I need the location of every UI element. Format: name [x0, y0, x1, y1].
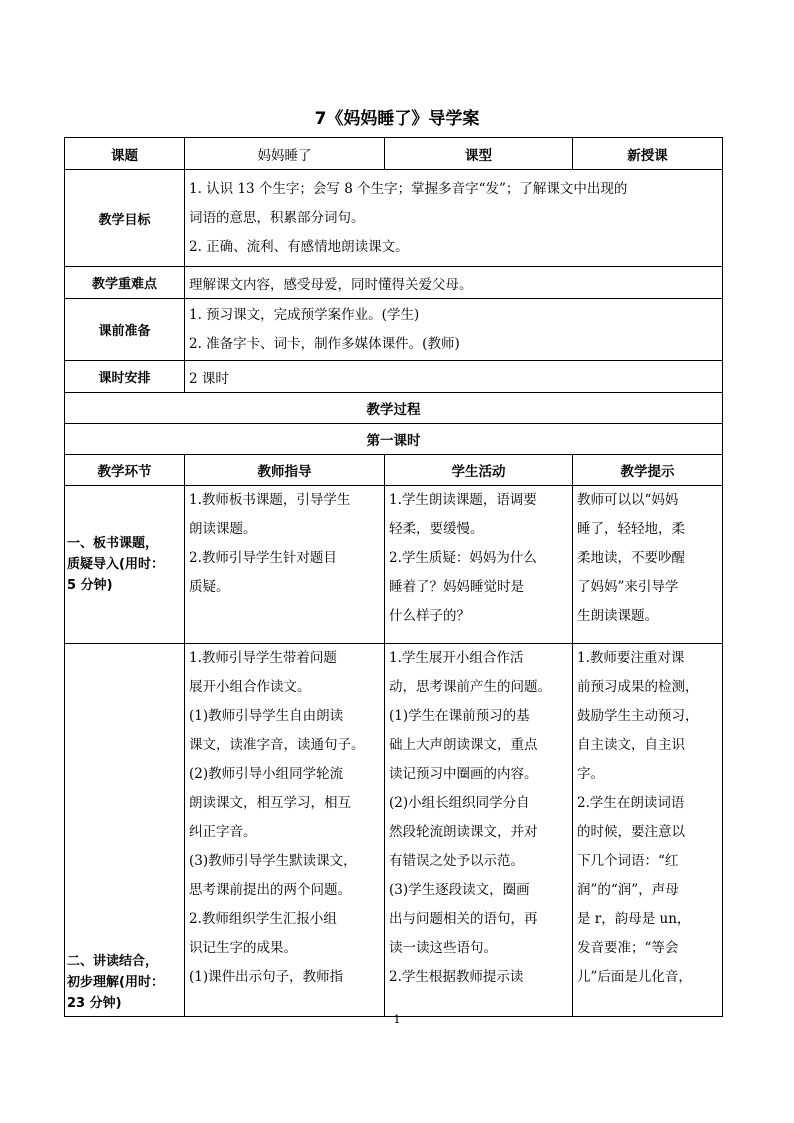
- column-header-teacher: 教师指导: [185, 455, 385, 486]
- type-label: 课型: [385, 138, 573, 170]
- tips-line: 发音要准；“等会: [577, 940, 679, 956]
- goals-label: 教学目标: [65, 170, 185, 267]
- column-header-student: 学生活动: [385, 455, 573, 486]
- goals-row: [65, 170, 723, 267]
- tips-line: 生朗读课题。: [577, 608, 658, 624]
- teacher-line: (1)教师引导学生自由朗读: [189, 708, 344, 724]
- tips-line: 睡了，轻轻地，柔: [577, 521, 685, 537]
- key-points-row: [65, 267, 723, 299]
- student-line: 动，思考课前产生的问题。: [389, 679, 551, 695]
- student-line: 2.学生质疑：妈妈为什么: [389, 550, 537, 566]
- column-header-stage: 教学环节: [65, 455, 185, 486]
- preparation-content: [185, 299, 723, 361]
- teacher-line: (1)课件出示句子，教师指: [189, 969, 344, 985]
- goals-line: 2. 正确、流利、有感情地朗读课文。: [189, 238, 409, 255]
- lesson-title-row: [65, 424, 723, 455]
- tips-line: 自主读文，自主识: [577, 737, 685, 753]
- student-line: 1.学生展开小组合作活: [389, 650, 524, 666]
- teacher-line: 朗读课题。: [189, 521, 257, 537]
- stage-line: 二、讲读结合，: [67, 954, 159, 969]
- schedule-value: 2 课时: [185, 361, 723, 393]
- student-line: 轻柔，要缓慢。: [389, 521, 484, 537]
- stage-line: 5 分钟): [67, 578, 113, 593]
- process-title-row: [65, 393, 723, 424]
- student-line: (3)学生逐段读文，圈画: [389, 882, 530, 898]
- tips-line: 教师可以以“妈妈: [577, 492, 679, 508]
- tips-line: 鼓励学生主动预习，: [577, 708, 699, 724]
- stage-line: 初步理解(用时：: [67, 975, 164, 990]
- type-value: 新授课: [573, 138, 723, 170]
- goals-content: [185, 170, 723, 267]
- student-line: 2.学生根据教师提示读: [389, 969, 524, 985]
- teacher-line: 思考课前提出的两个问题。: [189, 882, 351, 898]
- teacher-line: 展开小组合作读文。: [189, 679, 311, 695]
- page-number: 1: [393, 1013, 401, 1026]
- stage-cell: [65, 644, 185, 1017]
- teacher-line: 质疑。: [189, 579, 230, 595]
- teacher-line: 1.教师板书课题，引导学生: [189, 492, 351, 508]
- teacher-line: 识记生字的成果。: [189, 940, 297, 956]
- goals-line: 词语的意思，积累部分词句。: [189, 209, 365, 226]
- tips-line: 2.学生在朗读词语: [577, 795, 685, 811]
- tips-line: 1.教师要注重对课: [577, 650, 685, 666]
- tips-line: 前预习成果的检测，: [577, 679, 699, 695]
- student-line: 础上大声朗读课文，重点: [389, 737, 538, 753]
- tips-cell: [573, 644, 723, 1017]
- student-cell: [385, 644, 573, 1017]
- stage-line: 一、板书课题，: [67, 536, 159, 551]
- student-line: 然段轮流朗读课文，并对: [389, 824, 538, 840]
- schedule-row: [65, 361, 723, 393]
- teacher-line: 课文，读准字音，读通句子。: [189, 737, 365, 753]
- tips-line: 字。: [577, 766, 604, 782]
- goals-line: 1. 认识 13 个生字；会写 8 个生字；掌握多音字“发”；了解课文中出现的: [189, 180, 628, 197]
- tips-line: 的时候，要注意以: [577, 824, 685, 840]
- stage-line: 23 分钟): [67, 996, 122, 1011]
- preparation-line: 1. 预习课文，完成预学案作业。(学生): [189, 306, 420, 323]
- tips-line: 润”的“润”，声母: [577, 882, 679, 898]
- teacher-line: 2.教师引导学生针对题目: [189, 550, 337, 566]
- teacher-line: 2.教师组织学生汇报小组: [189, 911, 337, 927]
- lesson-title: 第一课时: [65, 424, 723, 455]
- student-line: 什么样子的？: [389, 608, 470, 624]
- student-line: 读记预习中圈画的内容。: [389, 766, 538, 782]
- preparation-row: [65, 299, 723, 361]
- teacher-cell: [185, 644, 385, 1017]
- tips-line: 了妈妈”来引导学: [577, 579, 679, 595]
- schedule-label: 课时安排: [65, 361, 185, 393]
- teacher-line: 朗读课文，相互学习，相互: [189, 795, 351, 811]
- column-header-tips: 教学提示: [573, 455, 723, 486]
- stage-cell: [65, 486, 185, 644]
- process-row-1: [65, 486, 723, 644]
- student-line: 读一读这些语句。: [389, 940, 497, 956]
- student-cell: [385, 486, 573, 644]
- tips-line: 是 r，韵母是 un，: [577, 911, 691, 927]
- topic-label: 课题: [65, 138, 185, 170]
- tips-line: 柔地读，不要吵醒: [577, 550, 685, 566]
- process-row-2: [65, 644, 723, 1017]
- document-title: 7《妈妈睡了》导学案: [314, 109, 480, 129]
- process-title: 教学过程: [65, 393, 723, 424]
- student-line: 1.学生朗读课题，语调要: [389, 492, 537, 508]
- student-line: 出与问题相关的语句，再: [389, 911, 538, 927]
- tips-line: 儿”后面是儿化音，: [577, 969, 692, 985]
- teacher-line: 1.教师引导学生带着问题: [189, 650, 337, 666]
- student-line: 睡着了？妈妈睡觉时是: [389, 579, 524, 595]
- teacher-line: (3)教师引导学生默读课文，: [189, 853, 357, 869]
- preparation-label: 课前准备: [65, 299, 185, 361]
- teacher-line: (2)教师引导小组同学轮流: [189, 766, 344, 782]
- key-points-label: 教学重难点: [65, 267, 185, 299]
- student-line: (2)小组长组织同学分自: [389, 795, 530, 811]
- stage-line: 质疑导入(用时：: [67, 557, 164, 572]
- teacher-cell: [185, 486, 385, 644]
- teacher-line: 纠正字音。: [189, 824, 257, 840]
- tips-cell: [573, 486, 723, 644]
- tips-line: 下几个词语：“红: [577, 853, 679, 869]
- preparation-line: 2. 准备字卡、词卡，制作多媒体课件。(教师): [189, 335, 460, 352]
- key-points-value: 理解课文内容，感受母爱，同时懂得关爱父母。: [185, 267, 723, 299]
- columns-row: [65, 455, 723, 486]
- topic-value: 妈妈睡了: [185, 138, 385, 170]
- student-line: 有错误之处予以示范。: [389, 853, 524, 869]
- header-row: [65, 138, 723, 170]
- student-line: (1)学生在课前预习的基: [389, 708, 530, 724]
- lesson-plan-table: [64, 137, 723, 1017]
